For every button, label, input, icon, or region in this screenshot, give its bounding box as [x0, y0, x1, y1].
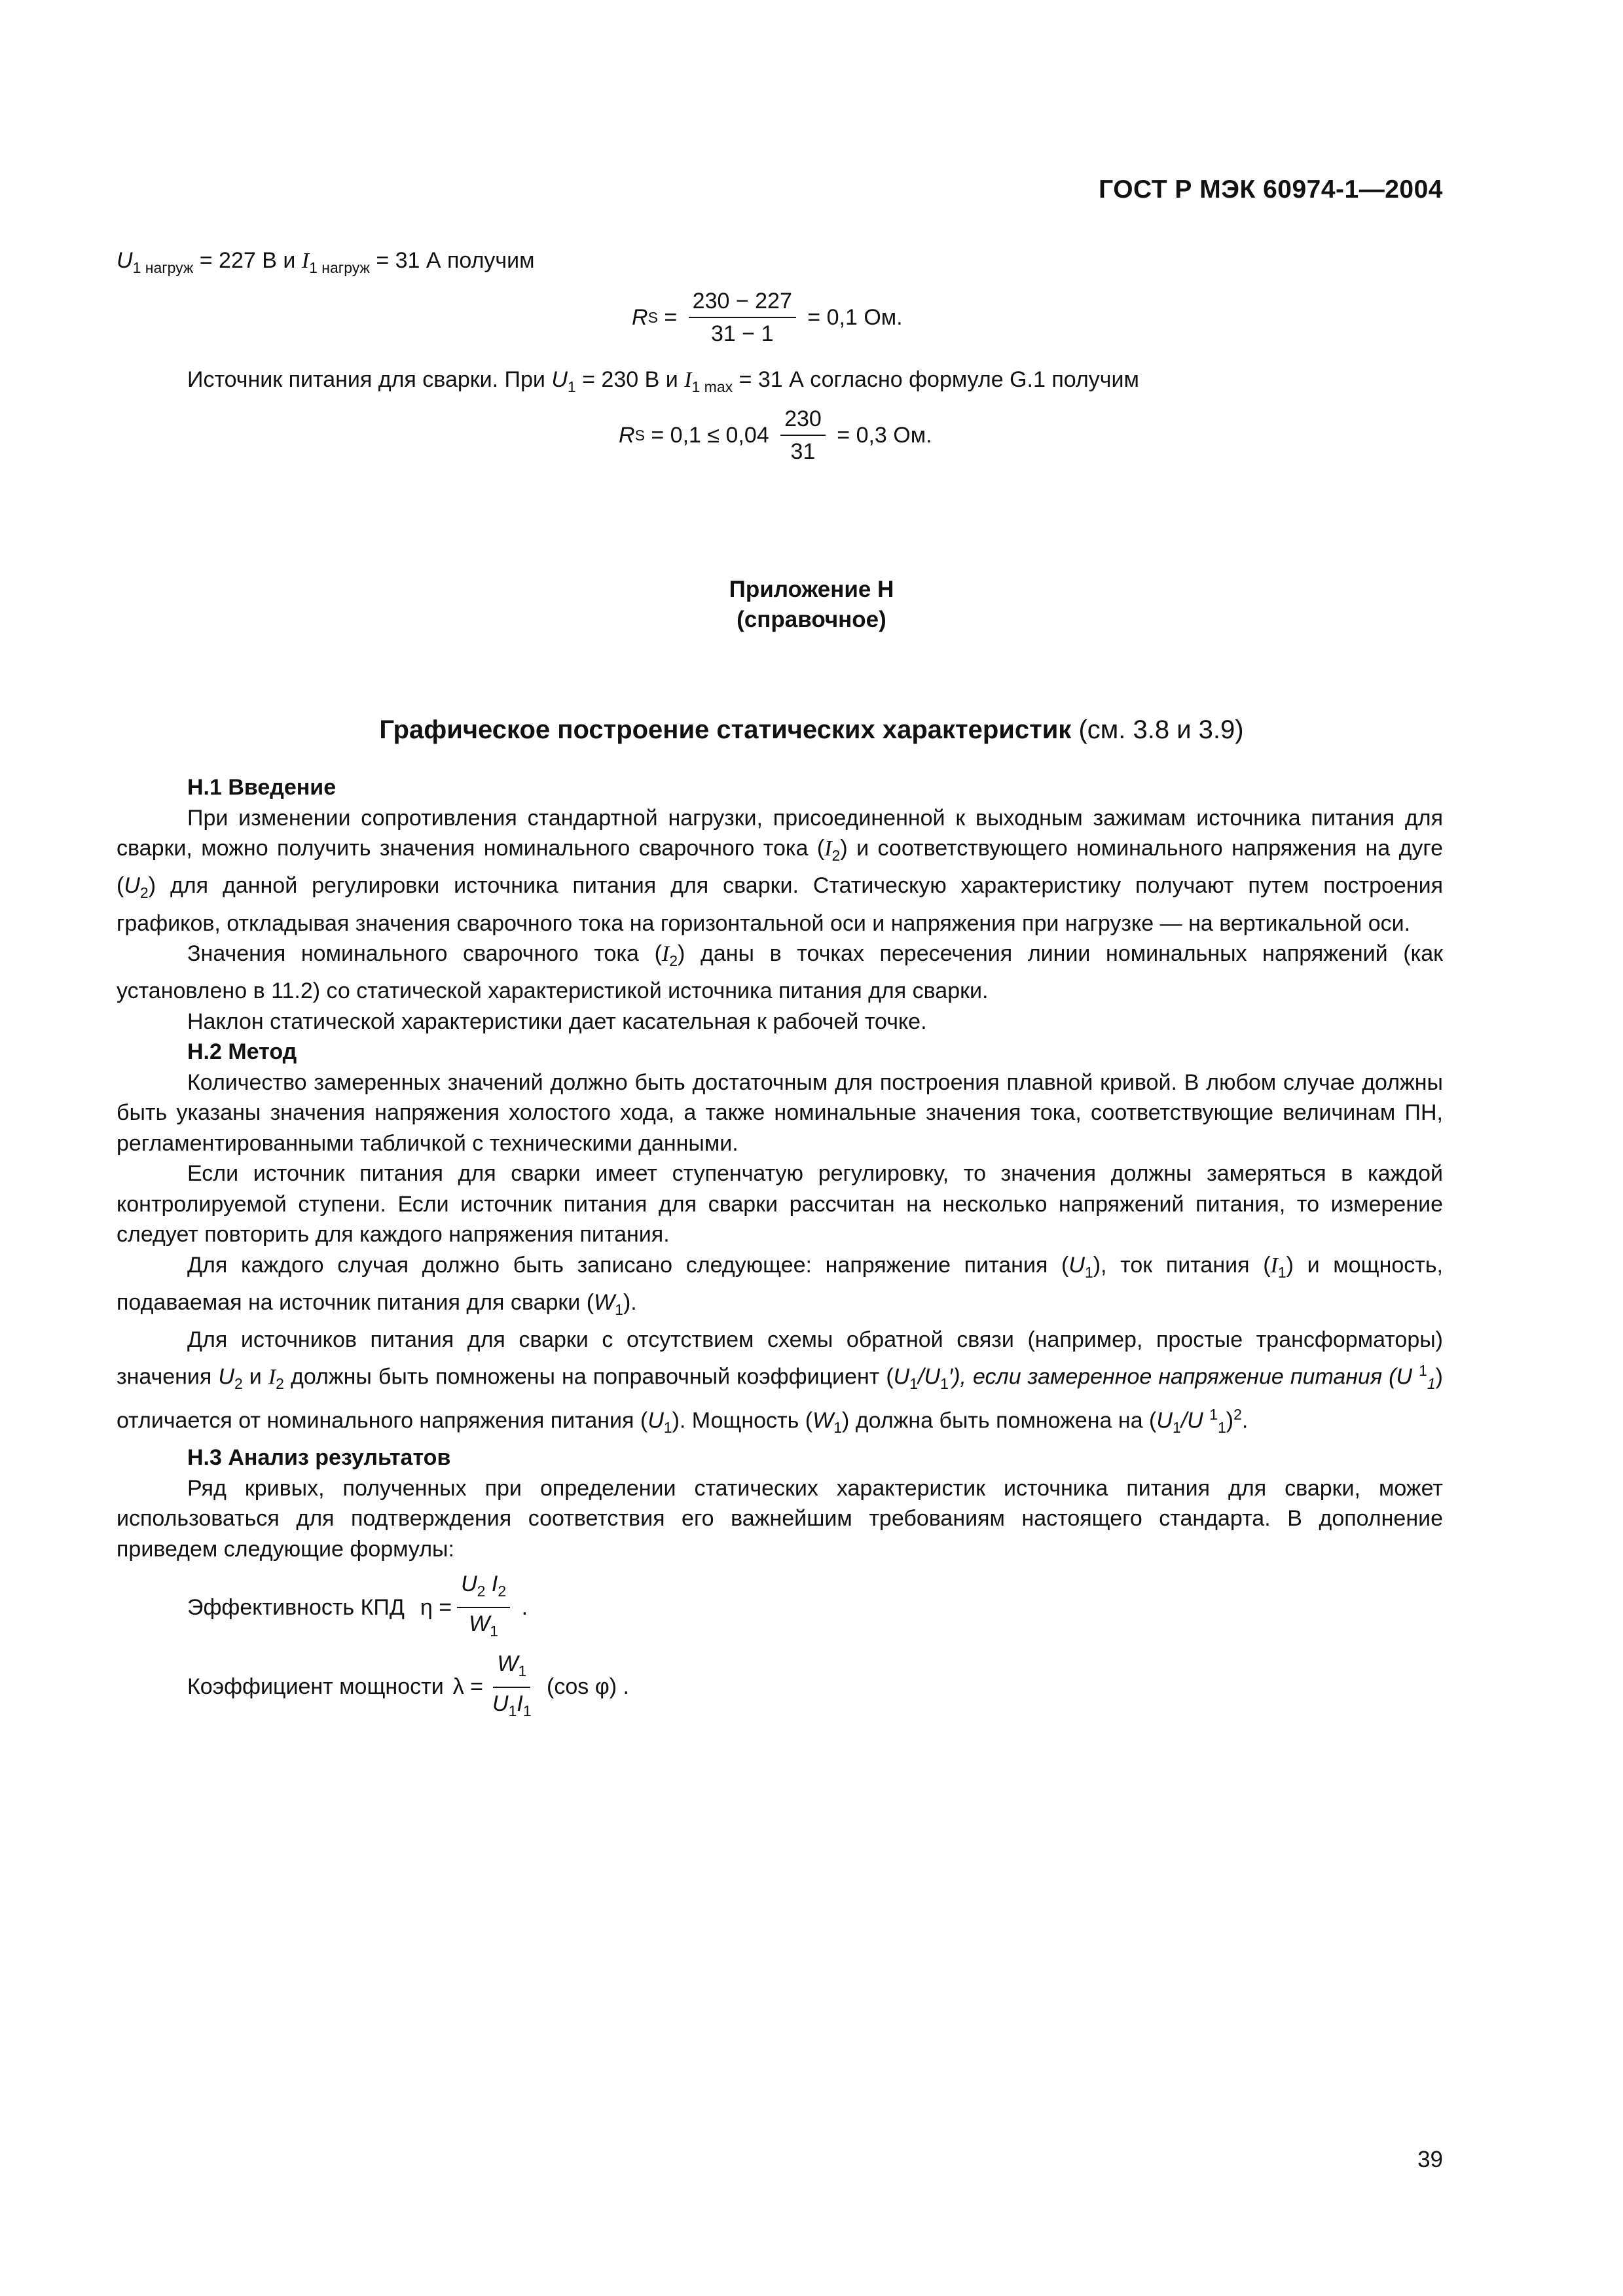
paragraph: Для каждого случая должно быть записано следующее: напряжение питания $(U_1)$, ток питания $(I_1)$ и мощность, подаваемая на источник питания для сварки $(W_1)$. [117, 1252, 1443, 1318]
formula-rs-1: R S = $\frac{230 - 227}{31 - 1}$ = 0,1 Ом. [632, 289, 903, 346]
paragraph: Ряд кривых, полученных при определении статических характеристик источника питания для сварки, может использоваться для подтверждения соответствия его важнейшим требованиям настоящего стандарта. В дополнение приведем следующие формулы: [117, 1475, 1443, 1562]
paragraph: Для источников питания для сварки с отсутствием схемы обратной связи (например, простые трансформаторы) значения $U_2$ и $I_2$ должны быть помножены на поправочный коэффициент $(U_1/U_1')$, если замеренное напряжение питания (U $^1_1$) отличается от номинального напряжения питания $(U_1)$. Мощность $(W_1)$ должна быть помножена на ($U_1/U$ $^1_1$)$^2$. [117, 1327, 1443, 1436]
formula-rs-2: R S = 0,1 ≤ 0,04 $\frac{230}{31}$ = 0,3 Ом. [619, 406, 932, 464]
paragraph: Если источник питания для сварки имеет ступенчатую регулировку, то значения должны замеряться в каждой контролируемой ступени. Если источник питания для сварки рассчитан на несколько напряжений питания, то измерение следует повторить для каждого напряжения питания. [117, 1161, 1443, 1247]
paragraph: Значения номинального сварочного тока $(I_2)$ даны в точках пересечения линии номинальных напряжений (как установлено в 11.2) со статической характеристикой источника питания для сварки. [117, 941, 1443, 1004]
paragraph: Количество замеренных значений должно быть достаточным для построения плавной кривой. В любом случае должны быть указаны значения напряжения холостого хода, а также номинальные значения тока, соответствующие величинам ПН, регламентированными табличкой с техническими данными. [117, 1069, 1443, 1156]
page-number: 39 [1417, 2147, 1443, 2172]
fraction: $\frac{U_2 I_2}{W_1}$ [457, 1571, 510, 1644]
section-heading-h1: H.1 Введение [187, 775, 337, 800]
fraction: $\frac{W_1}{U_1I_1}$ [492, 1651, 532, 1719]
section-heading-h2: H.2 Метод [187, 1039, 297, 1065]
power-factor-formula: Коэффициент мощности λ = $\frac{W_1}{U_1I_1}$ (cos φ) . [187, 1651, 1443, 1724]
efficiency-formula: Эффективность КПД η = $\frac{U_2 I_2}{W_1}$ . [187, 1571, 1443, 1644]
paragraph: Наклон статической характеристики дает касательная к рабочей точке. [187, 1009, 927, 1034]
calc-line-1: $U_{1 нагруж} = 227$ В и $I_{1 нагруж} = 31$ А получим [117, 248, 535, 276]
section-heading-h3: H.3 Анализ результатов [187, 1445, 451, 1471]
fraction: $\frac{230}{31}$ [780, 406, 826, 465]
calc-line-2: Источник питания для сварки. При $U_1 = 230$ В и $I_{1 max} = 31$ А согласно формуле G.1 получим [187, 367, 1139, 395]
appendix-title: Графическое построение статических характеристик (см. 3.8 и 3.9) [379, 715, 1244, 744]
paragraph: При изменении сопротивления стандартной нагрузки, присоединенной к выходным зажимам источника питания для сварки, можно получить значения номинального сварочного тока $(I_2)$ и соответствующего номинального напряжения на дуге $(U_2)$ для данной регулировки источника питания для сварки. Статическую характеристику получают путем построения графиков, откладывая значения сварочного тока на горизонтальной оси и напряжения при нагрузке — на вертикальной оси. [117, 805, 1443, 936]
appendix-heading: Приложение H (справочное) [729, 577, 894, 632]
fraction: $\frac{230 - 227}{31 - 1}$ [689, 288, 796, 347]
document-header: ГОСТ Р МЭК 60974-1—2004 [1099, 175, 1443, 204]
appendix-body [117, 772, 1443, 1723]
